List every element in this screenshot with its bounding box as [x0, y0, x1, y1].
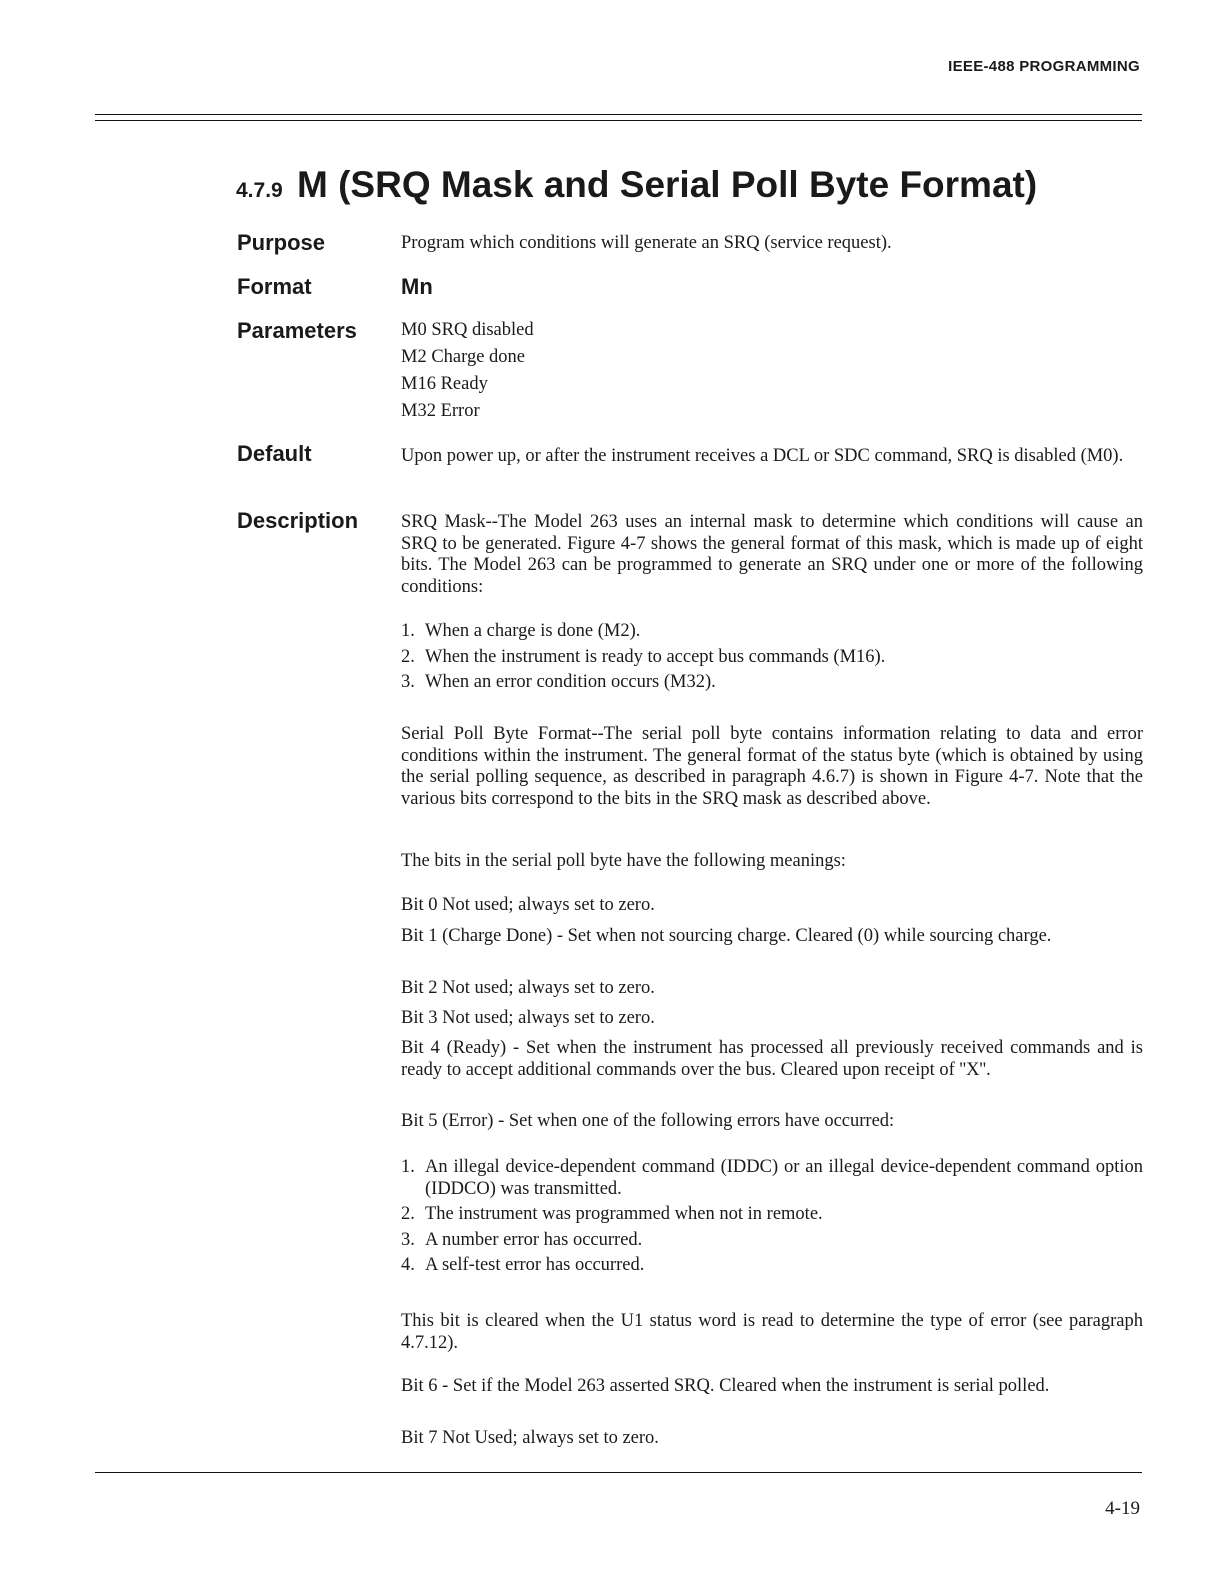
srq-mask-paragraph: SRQ Mask--The Model 263 uses an internal mask to determine which conditions will cause an SRQ to be generated. Figure 4-7 shows the general format of this mask, which is made up of eight bits. The Model 263 can be programmed to generate an SRQ under one or more of the following conditions:: [401, 512, 1143, 597]
section-heading: M (SRQ Mask and Serial Poll Byte Format): [297, 164, 1038, 205]
bit-2: Bit 2 Not used; always set to zero.: [401, 978, 655, 998]
parameter-item: M32 Error: [401, 401, 480, 421]
bit-1: Bit 1 (Charge Done) - Set when not sourcing charge. Cleared (0) while sourcing charge.: [401, 926, 1052, 946]
format-value: Mn: [401, 274, 433, 299]
parameters-label: Parameters: [237, 318, 357, 343]
purpose-label: Purpose: [237, 230, 326, 255]
list-item: 2. The instrument was programmed when not in remote.: [401, 1204, 823, 1224]
list-item: 1. When a charge is done (M2).: [401, 621, 641, 641]
bit-cleared-paragraph: This bit is cleared when the U1 status word is read to determine the type of error (see paragraph 4.7.12).: [401, 1311, 1143, 1353]
bit-7: Bit 7 Not Used; always set to zero.: [401, 1428, 659, 1448]
page-number: 4-19: [1105, 1498, 1140, 1519]
parameter-item: M0 SRQ disabled: [401, 320, 534, 340]
description-label: Description: [237, 508, 359, 533]
bits-intro: The bits in the serial poll byte have the following meanings:: [401, 851, 846, 871]
bit-4: Bit 4 (Ready) - Set when the instrument has processed all previously received commands and is ready to accept additional commands over the bus. Cleared upon receipt of ''X''.: [401, 1038, 1143, 1080]
default-text: Upon power up, or after the instrument receives a DCL or SDC command, SRQ is disabled (M0).: [401, 446, 1124, 466]
bit-6: Bit 6 - Set if the Model 263 asserted SRQ. Cleared when the instrument is serial polled.: [401, 1376, 1050, 1396]
format-label: Format: [237, 274, 312, 299]
list-item: 3. A number error has occurred.: [401, 1229, 643, 1250]
default-label: Default: [237, 441, 312, 466]
parameter-item: M2 Charge done: [401, 347, 525, 367]
srq-conditions-list: [401, 621, 1143, 698]
section-number: 4.7.9: [236, 179, 283, 202]
list-item: 4. A self-test error has occurred.: [401, 1255, 645, 1275]
bit-5: Bit 5 (Error) - Set when one of the following errors have occurred:: [401, 1111, 895, 1131]
purpose-text: Program which conditions will generate an SRQ (service request).: [401, 233, 892, 253]
header-rule-bottom: [95, 120, 1142, 121]
footer-rule: [95, 1472, 1142, 1473]
section-title: [236, 164, 1037, 206]
bit-0: Bit 0 Not used; always set to zero.: [401, 895, 655, 915]
list-item: 1. An illegal device-dependent command (IDDC) or an illegal device-dependent command option (IDDCO) was transmitted.: [401, 1157, 1143, 1199]
running-head: IEEE-488 PROGRAMMING: [948, 58, 1140, 75]
bit-3: Bit 3 Not used; always set to zero.: [401, 1008, 655, 1028]
header-rule-top: [95, 114, 1142, 115]
serial-poll-paragraph: Serial Poll Byte Format--The serial poll byte contains information relating to data and error conditions within the instrument. The general format of the status byte (which is obtained by using the serial polling sequence, as described in paragraph 4.6.7) is shown in Figure 4-7. Note that the various bits correspond to the bits in the SRQ mask as described above.: [401, 724, 1143, 809]
list-item: 3. When an error condition occurs (M32).: [401, 672, 716, 692]
parameter-item: M16 Ready: [401, 374, 488, 394]
error-list: [401, 1157, 1143, 1281]
list-item: 2. When the instrument is ready to accept bus commands (M16).: [401, 646, 886, 667]
